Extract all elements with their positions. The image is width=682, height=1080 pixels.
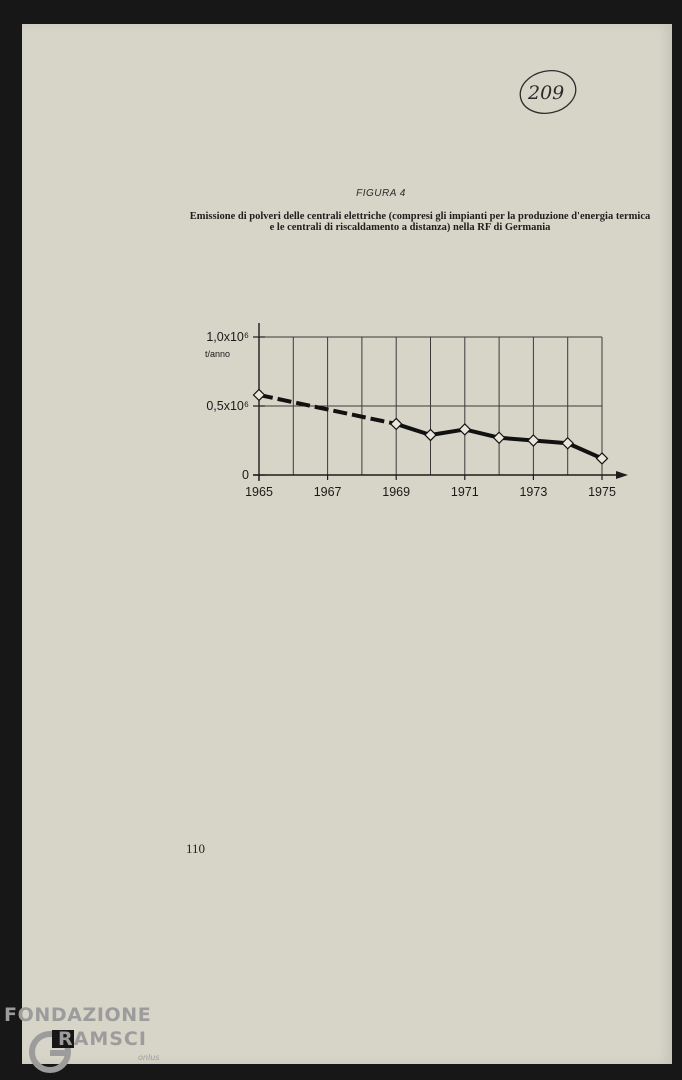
watermark-onlus: onlus: [138, 1053, 160, 1062]
watermark-line-1: FONDAZIONE: [4, 1004, 152, 1026]
x-tick-label: 1967: [313, 485, 342, 499]
handwritten-number-text: 209: [528, 82, 565, 104]
x-tick-label: 1971: [450, 485, 479, 499]
watermark-line-2: RAMSCI: [58, 1028, 147, 1050]
y-tick-label: 0: [242, 468, 249, 482]
document-page: [22, 24, 672, 1064]
figure-label: FIGURA 4: [356, 188, 406, 199]
y-tick-label: 1,0x10⁶: [206, 330, 249, 344]
x-tick-label: 1969: [382, 485, 411, 499]
y-tick-label: 0,5x10⁶: [206, 399, 249, 413]
x-tick-label: 1965: [245, 485, 273, 499]
y-axis-unit-label: t/anno: [205, 349, 231, 359]
watermark-logo: [4, 1004, 174, 1074]
figure-caption-line-1: Emissione di polveri delle centrali elettriche (compresi gli impianti per la produzione d'energia termica: [189, 211, 651, 222]
watermark-initial: G: [28, 1026, 29, 1027]
handwritten-page-number: [518, 66, 578, 116]
x-tick-label: 1973: [519, 485, 548, 499]
figure-caption-line-2: e le centrali di riscaldamento a distanza) nella RF di Germania: [269, 222, 551, 233]
page-number: 110: [186, 841, 206, 856]
x-tick-label: 1975: [588, 485, 616, 499]
